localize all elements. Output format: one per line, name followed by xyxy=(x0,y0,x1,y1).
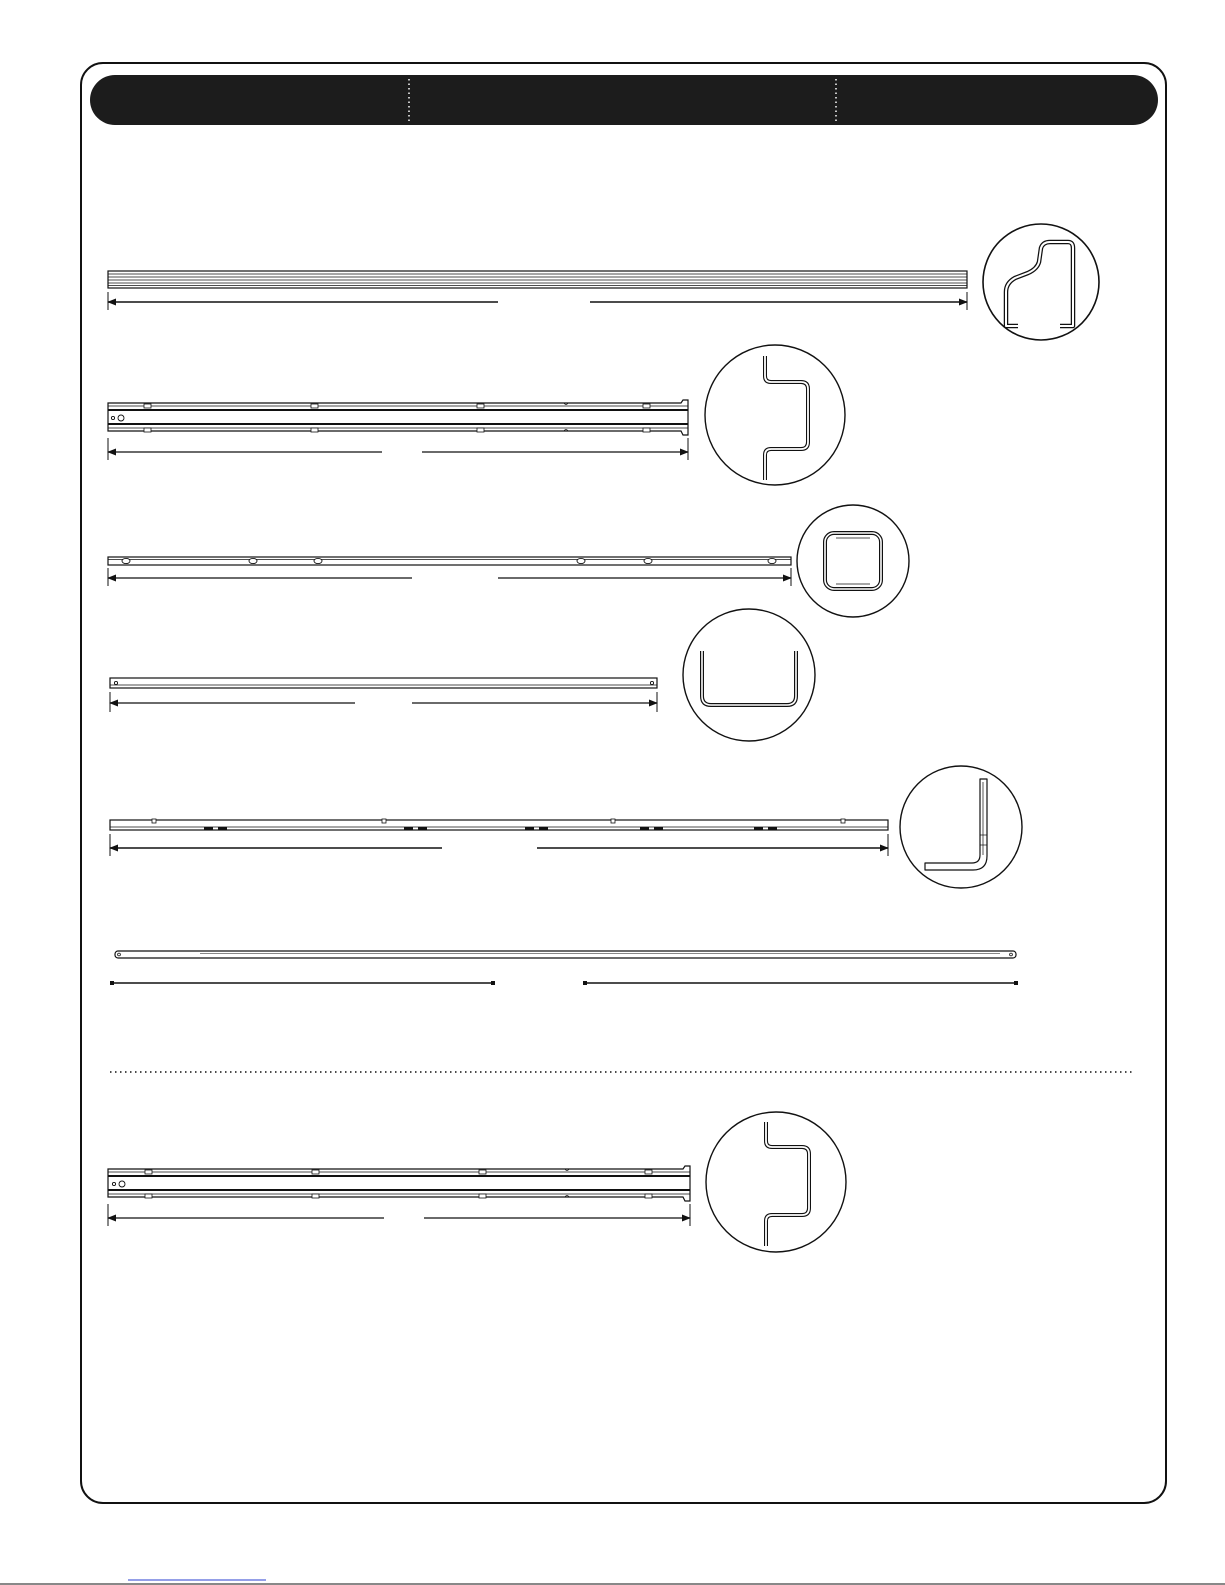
part-channel-rail-a xyxy=(108,400,688,435)
part-top-rail xyxy=(108,271,967,288)
dimension-line-top-rail xyxy=(108,292,967,310)
part-channel-rail-b xyxy=(108,1166,690,1201)
profile-detail-channel-rail-b xyxy=(706,1112,846,1252)
part-square-tube xyxy=(108,557,791,565)
dimension-line-channel-rail-b xyxy=(108,1204,690,1226)
header-segment-3 xyxy=(846,78,1146,124)
profile-detail-angle-rail xyxy=(900,766,1022,888)
part-rod xyxy=(115,951,1016,958)
dimension-line-angle-rail xyxy=(110,834,888,856)
profile-detail-square-tube xyxy=(797,505,909,617)
header-segment-1 xyxy=(100,78,400,124)
profile-detail-channel-rail-a xyxy=(705,345,845,485)
profile-detail-u-channel xyxy=(683,609,815,741)
dimension-line-square-tube xyxy=(108,568,791,586)
part-angle-rail xyxy=(110,819,888,830)
footer-link[interactable] xyxy=(128,1566,268,1578)
profile-detail-top-rail xyxy=(983,224,1099,340)
header-segment-2 xyxy=(420,78,825,124)
dimension-line-u-channel xyxy=(110,692,657,712)
dimension-line-rod xyxy=(110,981,1018,985)
part-u-channel xyxy=(110,678,657,688)
dimension-line-channel-rail-a xyxy=(108,438,688,460)
